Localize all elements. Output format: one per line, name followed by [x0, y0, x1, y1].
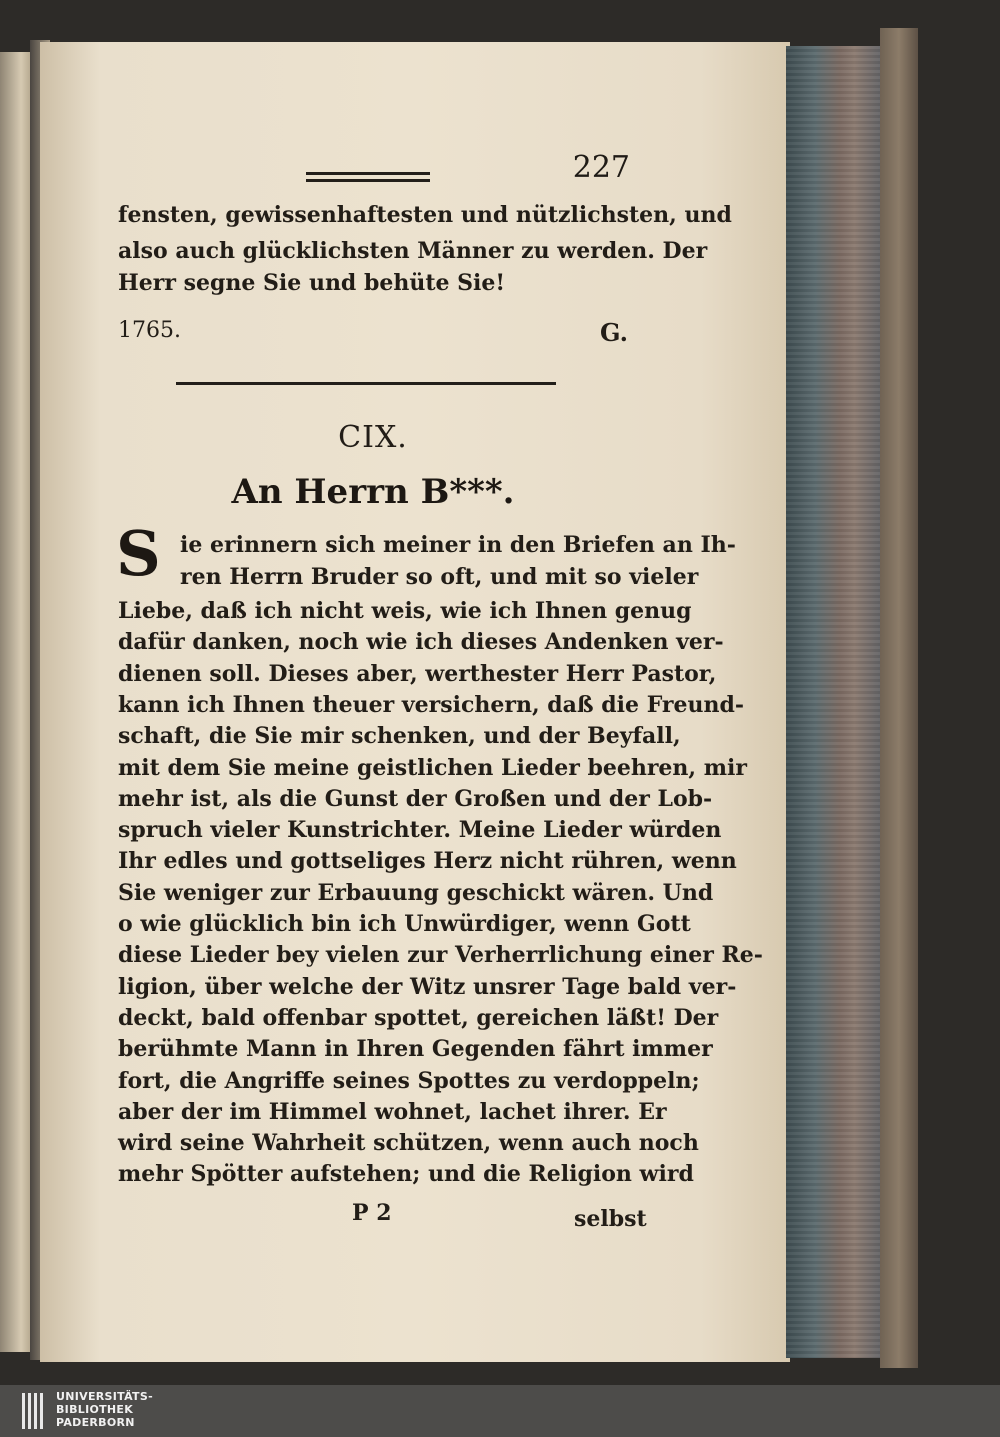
- body-line: berühmte Mann in Ihren Gegenden fährt immer: [118, 1036, 713, 1063]
- body-line-1: ie erinnern sich meiner in den Briefen an Ih-: [180, 532, 736, 558]
- body-line: dafür danken, noch wie ich dieses Andenken ver-: [118, 629, 724, 656]
- body-line: kann ich Ihnen theuer versichern, daß die Freund-: [118, 691, 745, 718]
- body-line: mehr ist, als die Gunst der Großen und der Lob-: [118, 785, 713, 812]
- body-line: diese Lieder bey vielen zur Verherrlichung einer Re-: [118, 942, 763, 969]
- body-line: spruch vieler Kunstrichter. Meine Lieder würden: [118, 817, 722, 844]
- body-line: deckt, bald offenbar spottet, gereichen läßt! Der: [118, 1004, 719, 1031]
- book-cover-edge: [880, 28, 918, 1368]
- drop-capital: S: [116, 517, 161, 590]
- signature-initial: G.: [600, 318, 628, 347]
- top-line-2: also auch glücklichsten Männer zu werden. Der: [118, 238, 708, 264]
- section-number: CIX.: [338, 420, 408, 455]
- library-logo-icon: [22, 1393, 50, 1429]
- body-line: fort, die Angriffe seines Spottes zu verdoppeln;: [118, 1067, 700, 1094]
- body-line: dienen soll. Dieses aber, werthester Herr Pastor,: [118, 660, 717, 687]
- signature-mark: P 2: [352, 1200, 392, 1226]
- body-line: ligion, über welche der Witz unsrer Tage bald ver-: [118, 973, 737, 1000]
- section-divider-rule: [176, 382, 556, 385]
- page-fore-edge: [786, 46, 884, 1358]
- body-line: wird seine Wahrheit schützen, wenn auch noch: [118, 1130, 699, 1157]
- letter-heading: An Herrn B***.: [231, 472, 515, 512]
- signature-year: 1765.: [118, 318, 181, 343]
- body-line: aber der im Himmel wohnet, lachet ihrer. Er: [118, 1098, 667, 1125]
- catchword: selbst: [574, 1206, 647, 1232]
- logo-line-3: PADERBORN: [56, 1416, 135, 1429]
- top-line-3: Herr segne Sie und behüte Sie!: [118, 270, 506, 296]
- body-line-2: ren Herrn Bruder so oft, und mit so vieler: [180, 564, 699, 590]
- facing-page-edge: [0, 52, 30, 1352]
- library-footer: [0, 1385, 1000, 1437]
- logo-line-1: UNIVERSITÄTS-: [56, 1390, 153, 1403]
- library-logo-text: [56, 1390, 153, 1429]
- body-line: mit dem Sie meine geistlichen Lieder beehren, mir: [118, 754, 747, 781]
- logo-line-2: BIBLIOTHEK: [56, 1403, 134, 1416]
- letter-signature: [118, 318, 628, 352]
- body-line: schaft, die Sie mir schenken, und der Beyfall,: [118, 723, 681, 750]
- page-number: 227: [572, 150, 630, 185]
- body-line: Liebe, daß ich nicht weis, wie ich Ihnen genug: [118, 598, 692, 624]
- body-line: o wie glücklich bin ich Unwürdiger, wenn Gott: [118, 911, 691, 937]
- header-double-rule: [306, 172, 430, 182]
- top-line-1: fensten, gewissenhaftesten und nützlichsten, und: [118, 202, 732, 228]
- body-line: Ihr edles und gottseliges Herz nicht rühren, wenn: [118, 848, 737, 875]
- body-line: Sie weniger zur Erbauung geschickt wären. Und: [118, 879, 714, 906]
- body-line: mehr Spötter aufstehen; und die Religion wird: [118, 1161, 694, 1188]
